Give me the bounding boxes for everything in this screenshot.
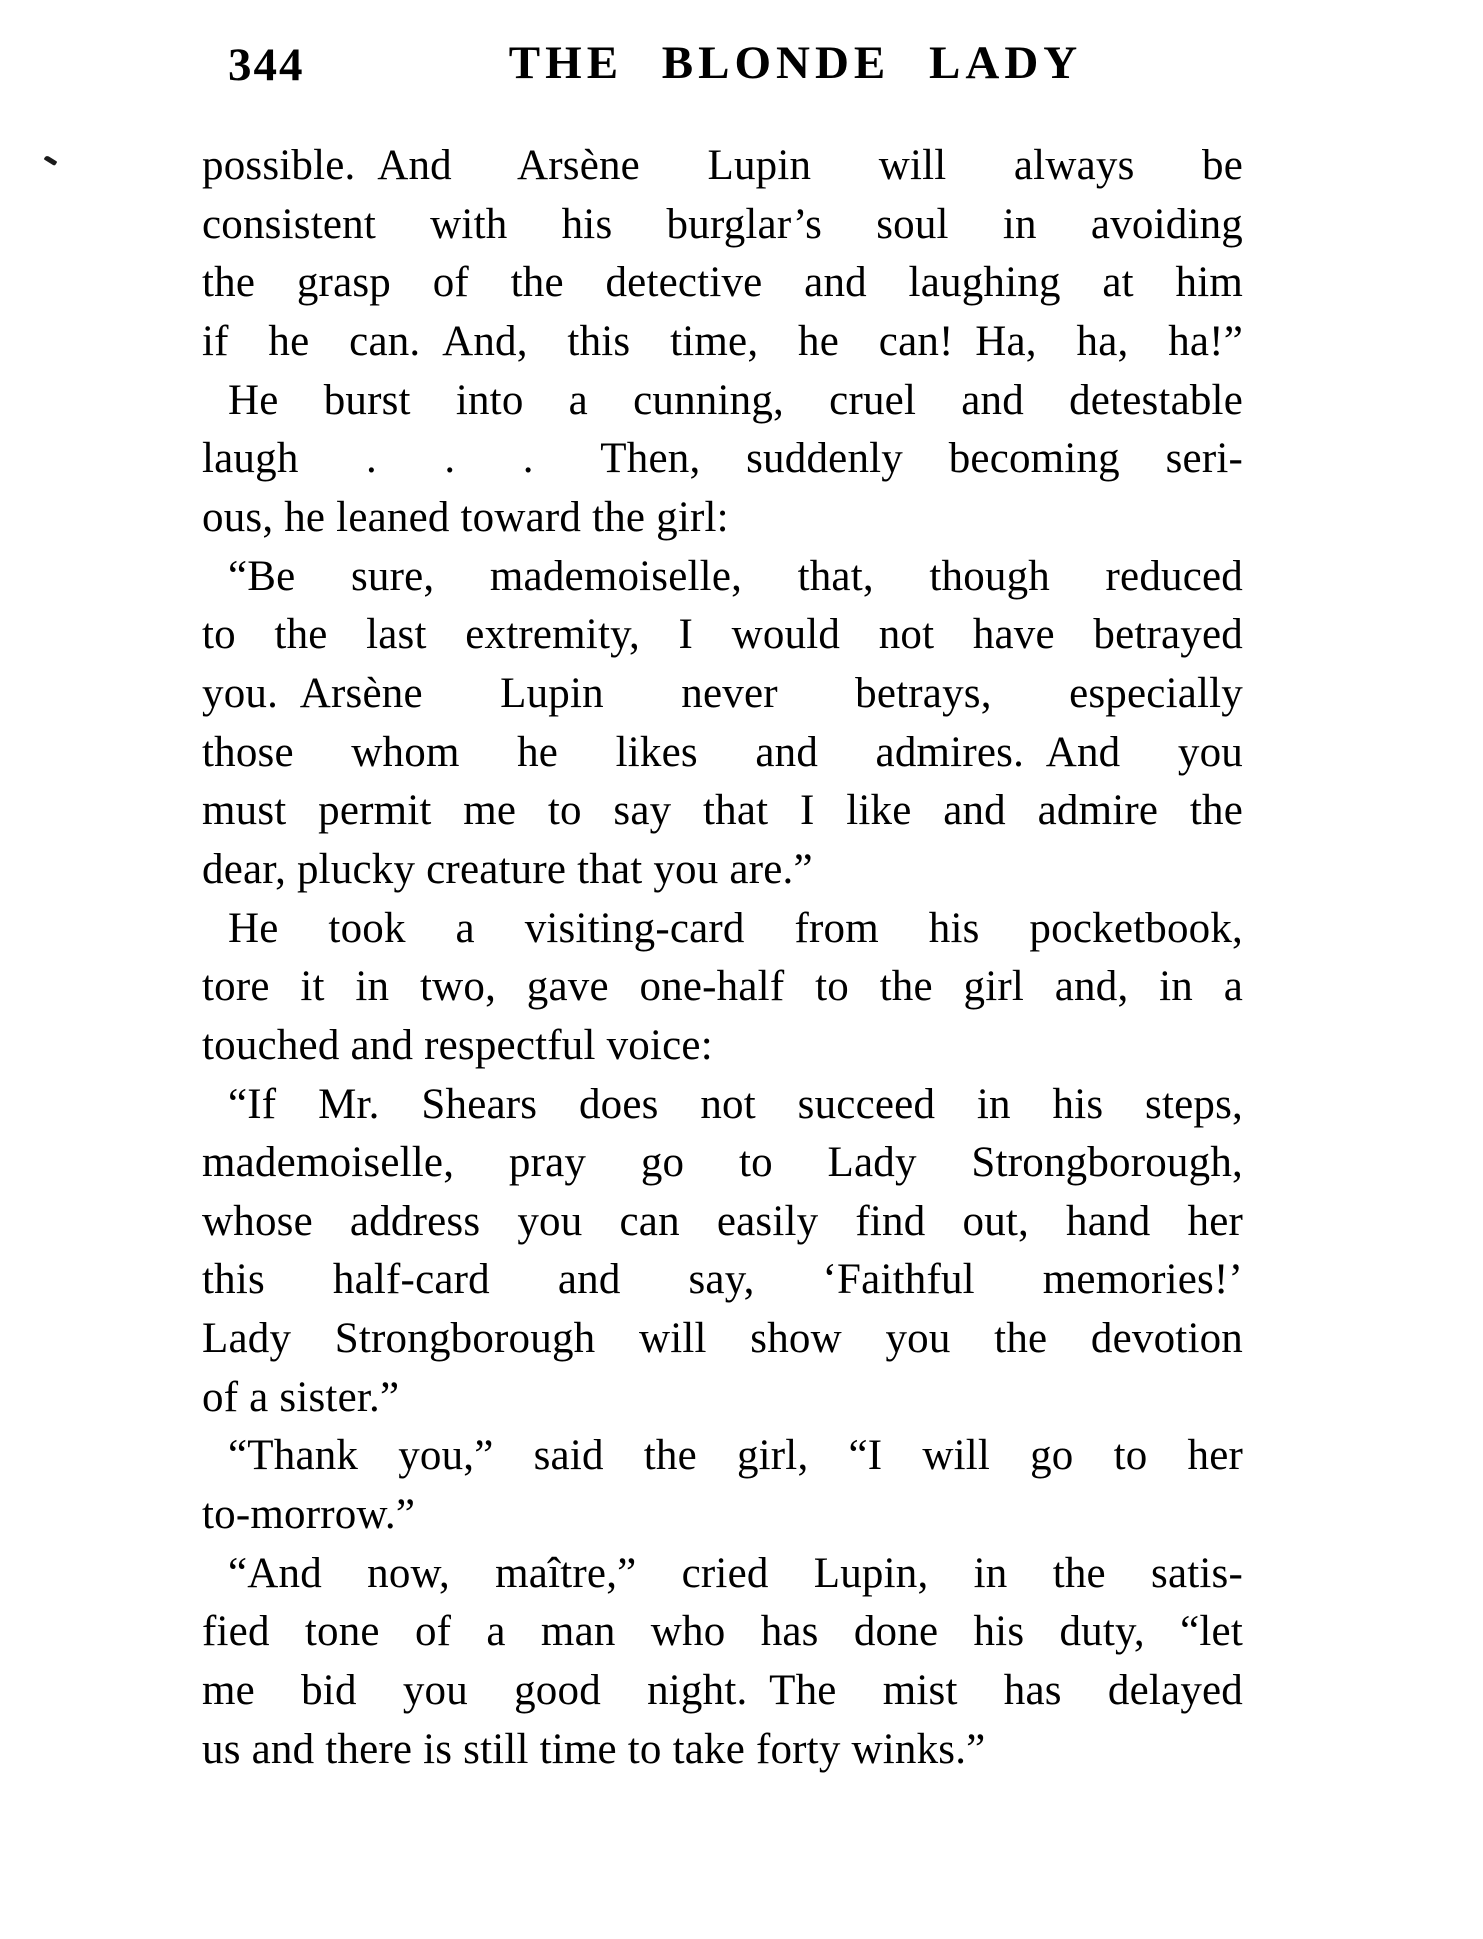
text-line: of a sister.”	[202, 1373, 400, 1421]
text-line: tore it in two, gave one-half to the girl and, in a	[202, 963, 1243, 1011]
text-line: you. Arsène Lupin never betrays, especially	[202, 669, 1243, 717]
text-line: those whom he likes and admires. And you	[202, 728, 1243, 776]
text-line: if he can. And, this time, he can! Ha, ha, ha!”	[202, 317, 1243, 365]
text-line: the grasp of the detective and laughing at him	[202, 259, 1243, 307]
text-line: whose address you can easily find out, hand her	[202, 1197, 1243, 1245]
text-line: “If Mr. Shears does not succeed in his steps,	[228, 1080, 1243, 1128]
text-line: He took a visiting-card from his pocketbook,	[228, 904, 1243, 952]
text-line: to-morrow.”	[202, 1491, 416, 1539]
stray-ink-mark	[44, 155, 58, 166]
running-title: THE BLONDE LADY	[508, 37, 1083, 89]
text-line: laugh . . . Then, suddenly becoming seri-	[202, 435, 1243, 483]
text-line: to the last extremity, I would not have betrayed	[202, 611, 1243, 659]
text-line: “Thank you,” said the girl, “I will go to her	[228, 1432, 1243, 1480]
text-line: mademoiselle, pray go to Lady Strongborough,	[202, 1139, 1243, 1187]
text-line: He burst into a cunning, cruel and detestable	[228, 376, 1243, 424]
page-body	[202, 137, 1243, 1779]
text-line: fied tone of a man who has done his duty, “let	[202, 1608, 1243, 1656]
text-line: consistent with his burglar’s soul in avoiding	[202, 200, 1243, 248]
text-line: us and there is still time to take forty winks.”	[202, 1725, 986, 1773]
text-line: touched and respectful voice:	[202, 1021, 713, 1069]
text-line: Lady Strongborough will show you the devotion	[202, 1315, 1243, 1363]
text-line: this half-card and say, ‘Faithful memories!’	[202, 1256, 1243, 1304]
text-line: “Be sure, mademoiselle, that, though reduced	[228, 552, 1243, 600]
text-line: dear, plucky creature that you are.”	[202, 845, 813, 893]
text-line: “And now, maître,” cried Lupin, in the satis-	[228, 1549, 1243, 1597]
text-line: ous, he leaned toward the girl:	[202, 493, 729, 541]
text-line: me bid you good night. The mist has delayed	[202, 1667, 1243, 1715]
page-number: 344	[228, 39, 305, 91]
text-line: must permit me to say that I like and admire the	[202, 787, 1243, 835]
text-line: possible. And Arsène Lupin will always be	[202, 142, 1243, 189]
